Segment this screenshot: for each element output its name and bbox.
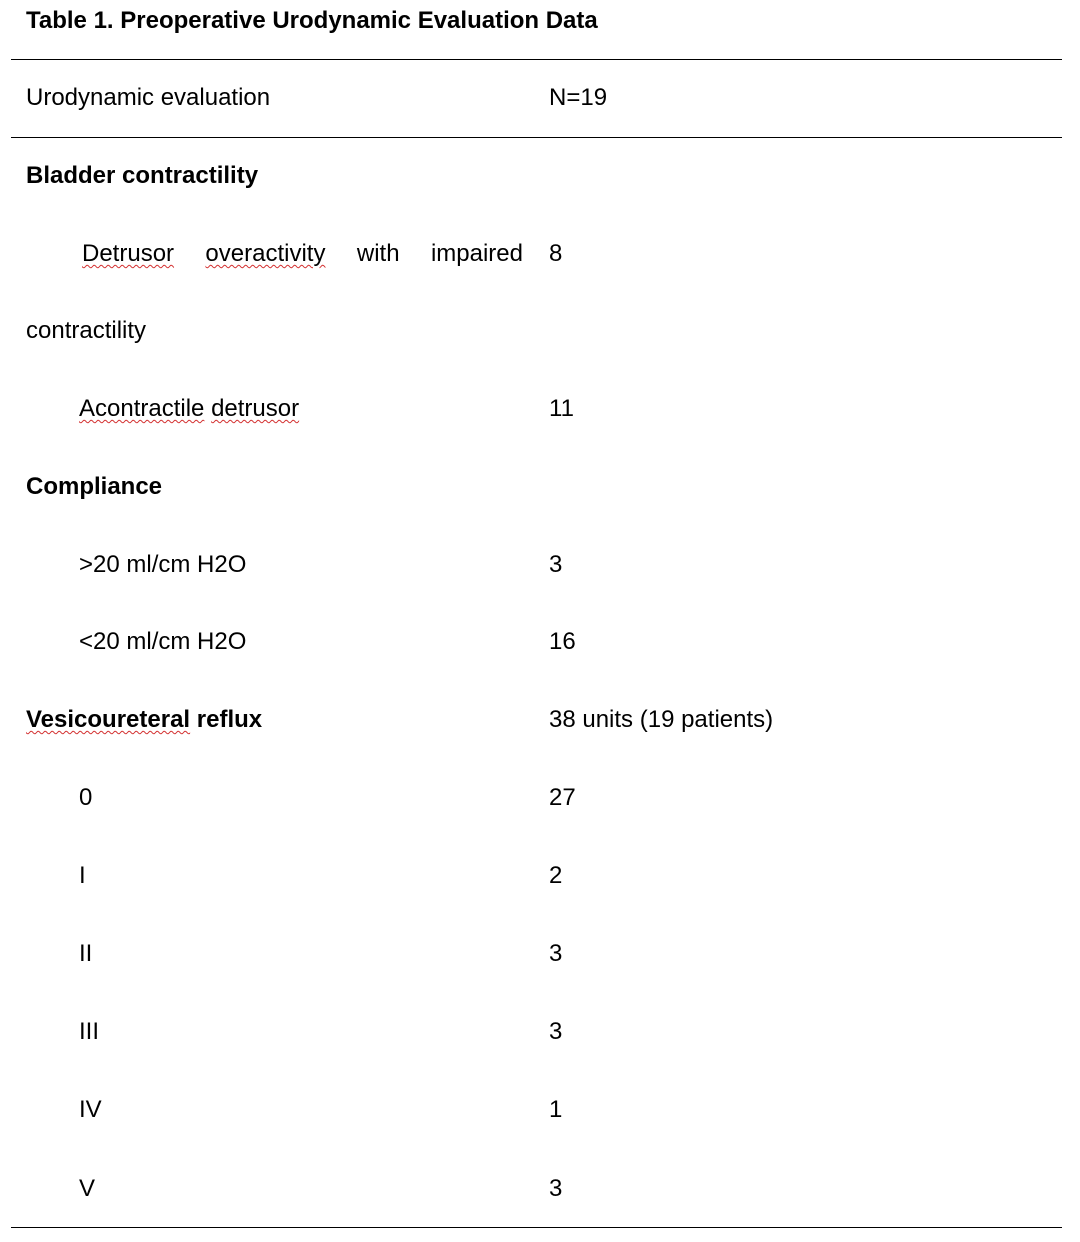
header-value: N=19 <box>549 84 608 111</box>
detrusor-overactivity-continuation: contractility <box>26 317 147 344</box>
reflux-grade-value: 2 <box>549 862 563 889</box>
table-row-continuation <box>0 314 1080 348</box>
word-impaired: impaired <box>430 240 523 267</box>
table-row <box>0 548 1080 582</box>
table-row <box>0 937 1080 971</box>
table-row <box>0 781 1080 815</box>
bottom-rule <box>11 1227 1062 1228</box>
reflux-grade-value: 3 <box>549 940 563 967</box>
table-row <box>0 1093 1080 1127</box>
reflux-grade-label: 0 <box>79 784 93 811</box>
word-detrusor: Detrusor <box>82 240 175 267</box>
detrusor-overactivity-value: 8 <box>549 240 563 267</box>
header-row <box>0 81 1080 115</box>
section-heading-bladder <box>0 159 1080 193</box>
word-vesicoureteral: Vesicoureteral <box>26 706 191 733</box>
table-title: Table 1. Preoperative Urodynamic Evaluation Data <box>26 7 598 34</box>
acontractile-detrusor-label <box>79 392 299 426</box>
table-row <box>0 1172 1080 1206</box>
reflux-grade-value: 3 <box>549 1175 563 1202</box>
reflux-grade-label: III <box>79 1018 100 1045</box>
reflux-grade-label: IV <box>79 1096 102 1123</box>
table-row <box>0 1015 1080 1049</box>
reflux-grade-label: I <box>79 862 86 889</box>
word-detrusor-2: detrusor <box>211 395 300 422</box>
bladder-contractility-heading: Bladder contractility <box>26 162 259 189</box>
reflux-grade-value: 1 <box>549 1096 563 1123</box>
compliance-label-high: >20 ml/cm H2O <box>79 551 247 578</box>
top-rule <box>11 59 1062 60</box>
reflux-grade-label: V <box>79 1175 96 1202</box>
word-overactivity: overactivity <box>205 240 326 267</box>
compliance-value-high: 3 <box>549 551 563 578</box>
compliance-value-low: 16 <box>549 628 576 655</box>
reflux-grade-value: 3 <box>549 1018 563 1045</box>
table-row <box>0 625 1080 659</box>
reflux-grade-value: 27 <box>549 784 576 811</box>
vesicoureteral-reflux-heading <box>26 703 262 737</box>
compliance-heading: Compliance <box>26 473 163 500</box>
word-reflux: reflux <box>196 706 263 733</box>
compliance-label-low: <20 ml/cm H2O <box>79 628 247 655</box>
table-row <box>0 859 1080 893</box>
acontractile-detrusor-value: 11 <box>549 395 574 422</box>
table-row-detrusor-overactivity <box>0 237 1080 271</box>
section-heading-compliance <box>0 470 1080 504</box>
word-with: with <box>356 240 400 267</box>
detrusor-overactivity-label <box>82 237 523 271</box>
table-row-acontractile <box>0 392 1080 426</box>
vesicoureteral-reflux-value: 38 units (19 patients) <box>549 706 774 733</box>
section-heading-reflux <box>0 703 1080 737</box>
reflux-grade-label: II <box>79 940 93 967</box>
word-acontractile: Acontractile <box>79 395 205 422</box>
header-label: Urodynamic evaluation <box>26 84 271 111</box>
header-rule <box>11 137 1062 138</box>
